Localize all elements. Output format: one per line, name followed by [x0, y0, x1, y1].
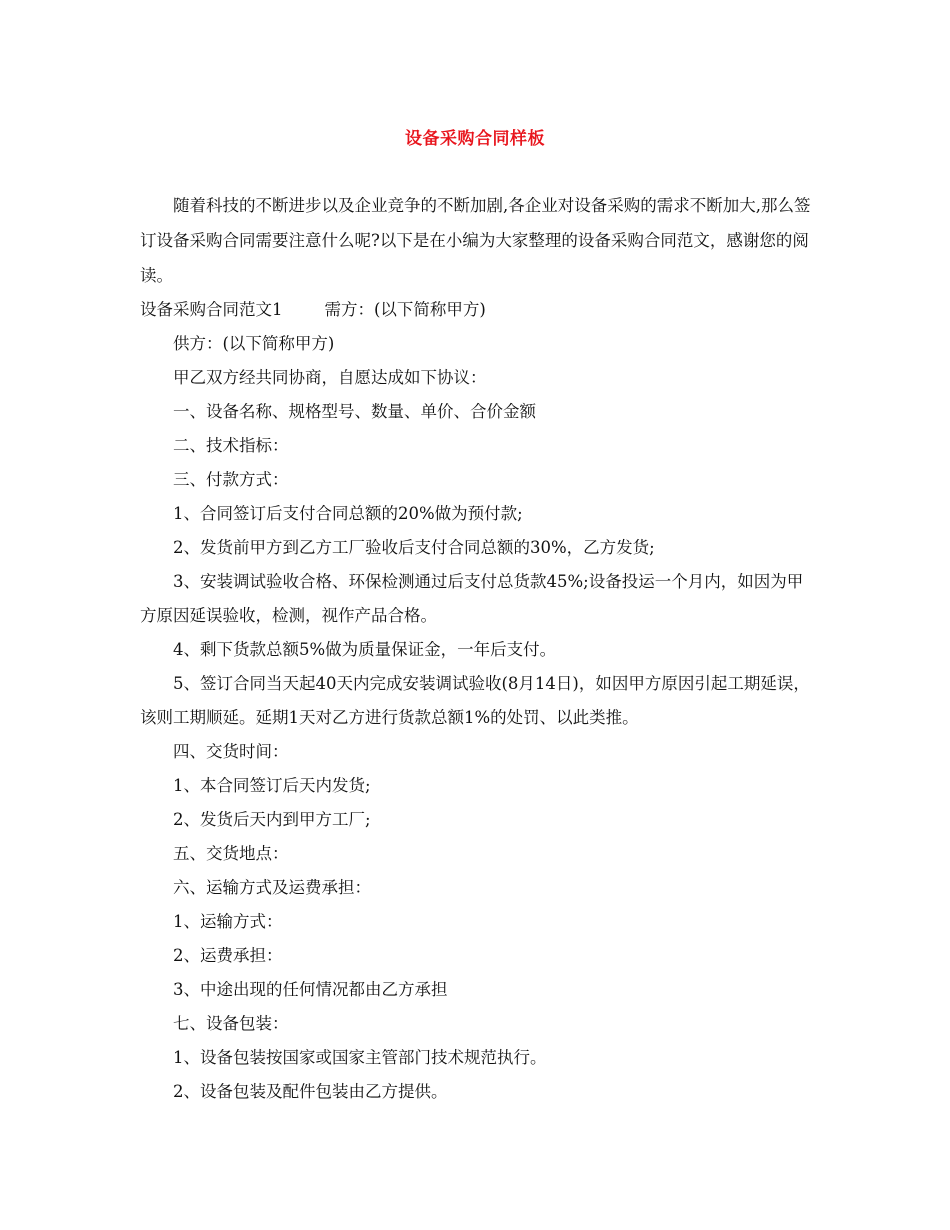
transport-item-1: 1、运输方式：: [173, 912, 283, 931]
document-title: 设备采购合同样板: [405, 129, 545, 149]
section-3-heading: 三、付款方式：: [173, 470, 289, 489]
intro-paragraph: 随着科技的不断进步以及企业竞争的不断加剧,各企业对设备采购的需求不断加大,那么签订设备采购合同需要注意什么呢?以下是在小编为大家整理的设备采购合同范文，感谢您的阅读。: [140, 196, 811, 285]
section-6-heading: 六、运输方式及运费承担：: [173, 878, 371, 897]
transport-item-3: 3、中途出现的任何情况都由乙方承担: [173, 980, 448, 999]
section-1-heading: 一、设备名称、规格型号、数量、单价、合价金额: [173, 402, 536, 421]
payment-item-4: 4、剩下货款总额5%做为质量保证金，一年后支付。: [173, 640, 557, 659]
agreement-line: 甲乙双方经共同协商，自愿达成如下协议：: [173, 368, 487, 387]
delivery-item-1: 1、本合同签订后天内发货;: [173, 776, 371, 795]
delivery-item-2: 2、发货后天内到甲方工厂;: [173, 810, 371, 829]
transport-item-2: 2、运费承担：: [173, 946, 283, 965]
packaging-item-2: 2、设备包装及配件包装由乙方提供。: [173, 1082, 448, 1101]
sample-heading: 设备采购合同范文1: [140, 300, 283, 319]
section-7-heading: 七、设备包装：: [173, 1014, 289, 1033]
section-4-heading: 四、交货时间：: [173, 742, 289, 761]
document-body: [140, 188, 812, 1109]
payment-item-5: 5、签订合同当天起40天内完成安装调试验收(8月14日)，如因甲方原因引起工期延误，该则工期顺延。延期1天对乙方进行货款总额1%的处罚、以此类推。: [140, 674, 810, 727]
section-2-heading: 二、技术指标：: [173, 436, 289, 455]
supplier-line: 供方：(以下简称甲方): [173, 334, 335, 353]
buyer-line: 需方：(以下简称甲方): [324, 300, 486, 319]
packaging-item-1: 1、设备包装按国家或国家主管部门技术规范执行。: [173, 1048, 547, 1067]
payment-item-1: 1、合同签订后支付合同总额的20%做为预付款;: [173, 504, 523, 523]
section-5-heading: 五、交货地点：: [173, 844, 289, 863]
payment-item-3: 3、安装调试验收合格、环保检测通过后支付总货款45%;设备投运一个月内，如因为甲方原因延误验收，检测，视作产品合格。: [140, 572, 804, 625]
sample-heading-line: [140, 293, 812, 327]
payment-item-2: 2、发货前甲方到乙方工厂验收后支付合同总额的30%，乙方发货;: [173, 538, 655, 557]
